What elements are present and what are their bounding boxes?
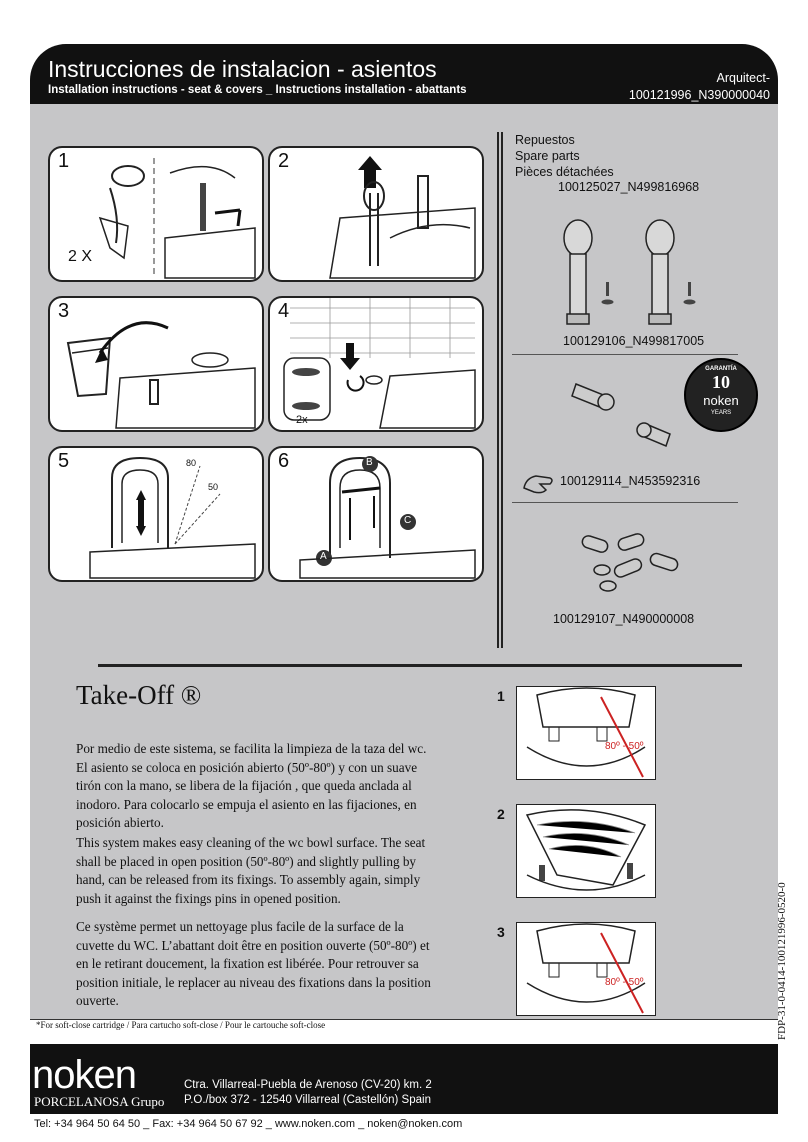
- soft-close-footnote: *For soft-close cartridge / Para cartucho soft-close / Pour le cartouche soft-close: [36, 1020, 326, 1030]
- address-line-1: Ctra. Villarreal-Puebla de Arenoso (CV-20) km. 2: [184, 1079, 432, 1091]
- column-divider: [497, 132, 503, 648]
- company-address: [184, 1078, 432, 1108]
- step-2-number: 2: [278, 150, 290, 172]
- parts-separator: [512, 502, 738, 503]
- spare-parts-heading: [515, 132, 614, 180]
- step-4-quantity: 2x: [296, 414, 308, 426]
- parts-separator: [512, 354, 738, 355]
- hand-icon: [522, 470, 556, 496]
- takeoff-paragraph-es: Por medio de este sistema, se facilita la limpieza de la taza del wc. El asiento se coloca en posición abierto (50º-80º) y con un suave tirón con la mano, se libera de la fijación , que queda anclada al inodoro. Para colocarlo se empuja el asiento en las fijaciones, en posición abierto.: [76, 741, 427, 831]
- contact-info: Tel: +34 964 50 64 50 _ Fax: +34 964 50 67 92 _ www.noken.com _ noken@noken.com: [34, 1118, 463, 1130]
- step-5-angle-50: 50: [208, 482, 219, 492]
- step-2-illustration: [270, 148, 482, 280]
- step-3-illustration: [50, 298, 262, 430]
- step-5-panel: [48, 446, 264, 582]
- step-1-panel: [48, 146, 264, 282]
- takeoff-step-1-number: 1: [497, 688, 505, 704]
- takeoff-step-3-angle: 80º - 50º: [605, 977, 644, 988]
- hinge-set-illustration: [540, 196, 730, 334]
- takeoff-step-1-angle: 80º - 50º: [605, 741, 644, 752]
- step-3-number: 3: [58, 300, 70, 322]
- takeoff-step-1-illustration: [517, 687, 655, 779]
- step-6-label-c: C: [404, 515, 412, 526]
- guarantee-top: GARANTÍA: [705, 366, 737, 372]
- spare-parts-title-en: Spare parts: [515, 149, 580, 163]
- section-divider: [98, 664, 742, 667]
- takeoff-step-1-panel: [516, 686, 656, 780]
- guarantee-bottom: YEARS: [710, 410, 732, 416]
- spare-parts-title-fr: Pièces détachées: [515, 165, 614, 179]
- takeoff-step-3-number: 3: [497, 924, 505, 940]
- step-4-illustration: [270, 298, 482, 430]
- step-6-label-a: A: [320, 551, 327, 562]
- takeoff-step-3-panel: [516, 922, 656, 1016]
- spare-parts-title-es: Repuestos: [515, 133, 575, 147]
- soft-close-cartridge-illustration: [566, 370, 686, 450]
- takeoff-step-2-panel: [516, 804, 656, 898]
- takeoff-paragraph-fr: Ce système permet un nettoyage plus facile de la surface de la cuvette du WC. L’abattant doit être en position ouverte (50º-80º) et en le retirant doucement, la fixation est libérée. Pour retrouver sa position initiale, le replacer au niveau des fixations dans la position ouverte.: [76, 919, 431, 1009]
- product-line: Arquitect-: [716, 71, 770, 85]
- part-code-fixing-kit: 100129106_N499817005: [563, 334, 705, 348]
- step-1-number: 1: [58, 150, 70, 172]
- bumpers-illustration: [574, 532, 700, 604]
- product-reference: [629, 70, 770, 104]
- part-code-hinge-set: 100125027_N499816968: [558, 180, 700, 194]
- step-5-number: 5: [58, 450, 70, 472]
- step-3-panel: [48, 296, 264, 432]
- part-code-bumpers: 100129107_N490000008: [553, 612, 695, 626]
- takeoff-step-2-illustration: [517, 805, 655, 897]
- step-1-quantity: 2 X: [68, 248, 93, 265]
- document-code: FDP-31-0-0414-100121996-0520-0: [776, 882, 788, 1040]
- step-6-number: 6: [278, 450, 290, 472]
- page-subtitle: Installation instructions - seat & covers _ Instructions installation - abattants: [48, 84, 467, 96]
- takeoff-paragraph-en: This system makes easy cleaning of the wc bowl surface. The seat shall be placed in open position (50º-80º) and slightly pulling by hand, can be released from its fixings. To assembly again, simply push it against the fixings pins in opened position.: [76, 835, 426, 906]
- guarantee-brand: noken: [703, 393, 739, 408]
- product-code: 100121996_N390000040: [628, 88, 770, 102]
- brand-group: PORCELANOSA Grupo: [34, 1094, 165, 1109]
- takeoff-title: Take-Off ®: [76, 680, 202, 710]
- step-6-label-b: B: [366, 457, 373, 468]
- step-6-panel: [268, 446, 484, 582]
- part-code-cartridge: 100129114_N453592316: [560, 474, 701, 488]
- step-5-illustration: [50, 448, 262, 580]
- step-4-number: 4: [278, 300, 290, 322]
- brand-logo: noken: [32, 1053, 136, 1097]
- step-5-angle-80: 80: [186, 458, 197, 468]
- guarantee-years: 10: [712, 372, 730, 392]
- step-6-illustration: [270, 448, 482, 580]
- page-title: Instrucciones de instalacion - asientos: [48, 56, 437, 82]
- guarantee-seal: [684, 358, 758, 432]
- address-line-2: P.O./box 372 - 12540 Villarreal (Castellón) Spain: [184, 1094, 431, 1106]
- takeoff-step-3-illustration: [517, 923, 655, 1015]
- takeoff-step-2-number: 2: [497, 806, 505, 822]
- step-2-panel: [268, 146, 484, 282]
- step-4-panel: [268, 296, 484, 432]
